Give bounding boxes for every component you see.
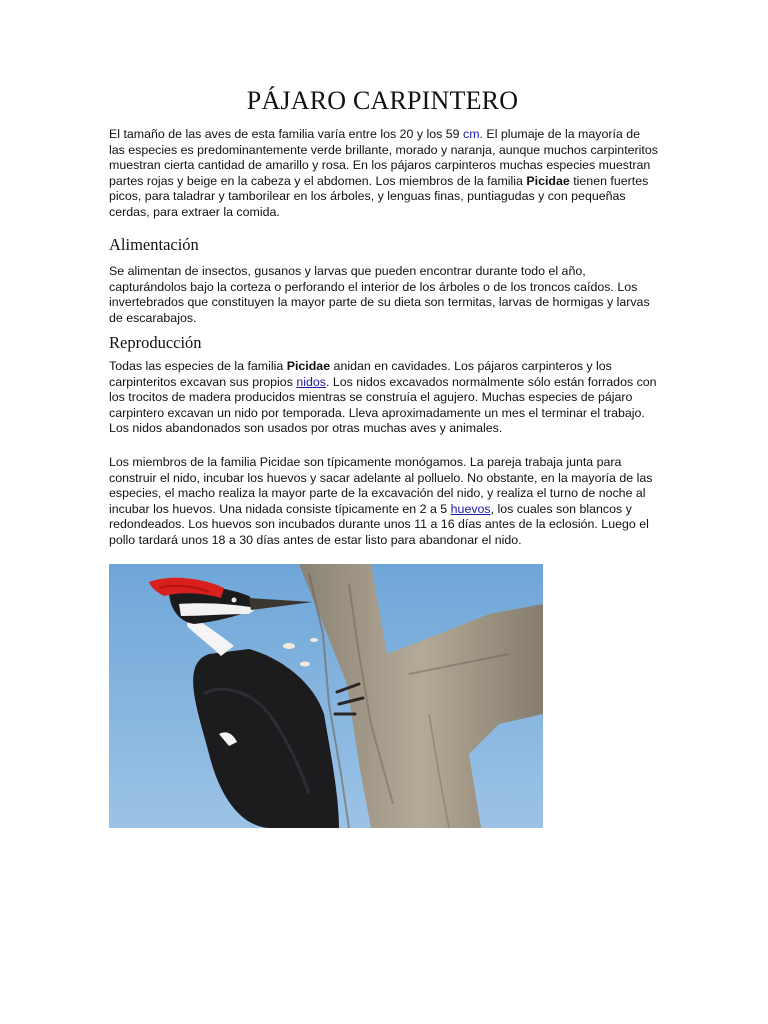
woodpecker-photo (109, 564, 543, 828)
page-title: PÁJARO CARPINTERO (246, 86, 519, 115)
picidae-bold-2: Picidae (286, 359, 331, 373)
repro1-text-2: anidan en cavidades. Los pájaros carpinteros y los carpinteritos excavan sus propios (109, 359, 612, 389)
intro-text-1: El tamaño de las aves de esta familia varía entre los 20 y los 59 (109, 127, 464, 141)
intro-text-3: tienen fuertes picos, para taladrar y tamborilear en los árboles, y lenguas finas, puntiagudas y con pequeñas cerdas, para extraer la comida. (109, 173, 649, 219)
huevos-link[interactable]: huevos (450, 501, 491, 516)
intro-text-2: . El plumaje de la mayoría de las especies es predominantemente verde brillante, morado y naranja, aunque muchos carpinteritos muestran cierta cantidad de amarillo y rosa. En los pájaros carpinteros muchas especies muestran partes rojas y beige en la cabeza y el abdomen. Los miembros de la familia (109, 127, 658, 188)
reproduccion-paragraph-2 (109, 455, 659, 549)
repro1-text-1: Todas las especies de la familia (109, 359, 287, 373)
cm-link[interactable]: cm (463, 127, 480, 141)
picidae-bold: Picidae (526, 173, 570, 188)
repro2-text-1: Los miembros de la familia Picidae son típicamente monógamos. La pareja trabaja junta para construir el nido, incubar los huevos y sacar adelante al polluelo. No obstante, en la mayoría de las especies, el macho realiza la mayor parte de la excavación del nido, y realiza el turno de noche al incubar los huevos. Una nidada consiste típicamente en 2 a 5 (109, 455, 653, 516)
repro2-text-2: , los cuales son blancos y redondeados. Los huevos son incubados durante unos 11 a 16 días antes de la eclosión. Luego el pollo tardará unos 18 a 30 días antes de estar listo para abandonar el nido. (109, 501, 649, 547)
reproduccion-paragraph-1 (109, 359, 659, 437)
reproduccion-heading: Reproducción (109, 333, 202, 352)
alimentacion-heading: Alimentación (109, 235, 199, 254)
nidos-link[interactable]: nidos (296, 374, 326, 389)
alimentacion-paragraph: Se alimentan de insectos, gusanos y larvas que pueden encontrar durante todo el año, capturándolos bajo la corteza o perforando el interior de los árboles o de los troncos caídos. Los invertebrados que constituyen la mayor parte de su dieta son termitas, larvas de hormigas y larvas de escarabajos. (109, 264, 650, 325)
repro1-text-3: . Los nidos excavados normalmente sólo están forrados con los trocitos de madera producidos mientras se construía el agujero. Muchas especies de pájaro carpintero excavan un nido por temporada. Lleva aproximadamente un mes el terminar el trabajo. Los nidos abandonados son usados por otras muchas aves y animales. (109, 374, 657, 436)
intro-paragraph (109, 127, 659, 221)
